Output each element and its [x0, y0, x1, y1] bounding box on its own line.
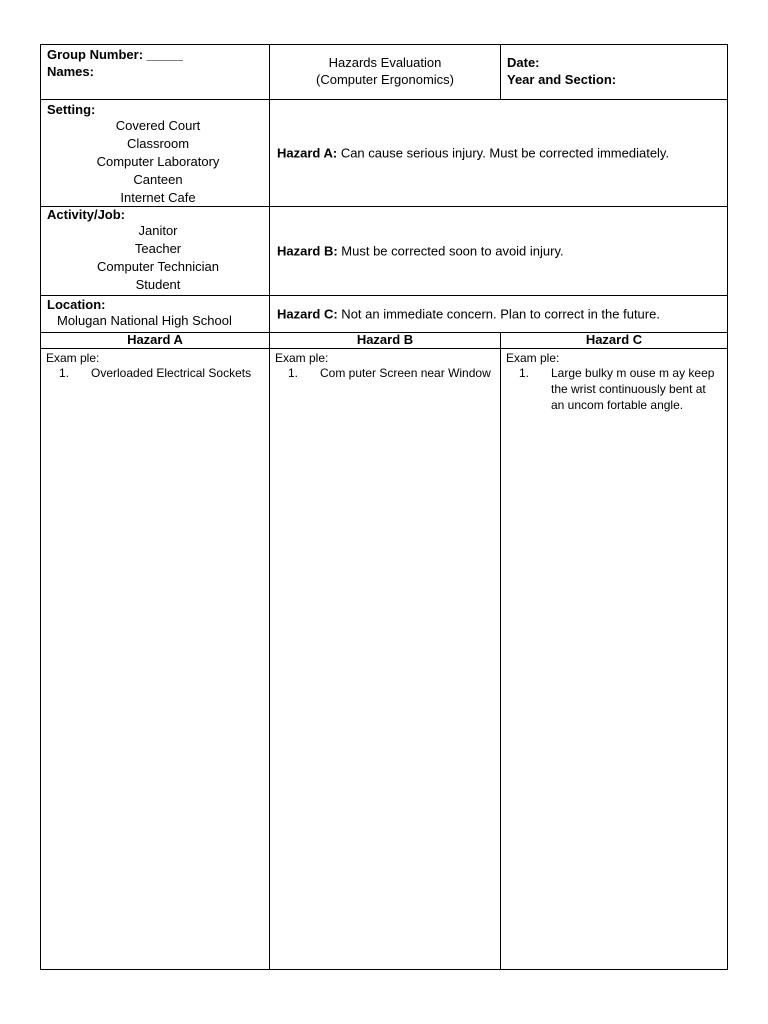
setting-item: Computer Laboratory — [96, 154, 220, 169]
location-cell — [41, 296, 270, 332]
list-item-text: Large bulky m ouse m ay keep the wrist continuously bent at an uncom fortable angle. — [551, 366, 715, 412]
list-item — [501, 365, 727, 413]
setting-row — [41, 100, 727, 207]
location-value: Molugan National High School — [57, 313, 232, 328]
hazard-c-definition-cell — [270, 296, 727, 332]
hazard-a-definition — [277, 145, 723, 162]
setting-list — [47, 117, 269, 207]
activity-item: Janitor — [138, 223, 178, 238]
hazard-a-desc: Can cause serious injury. Must be corrected immediately. — [337, 145, 670, 161]
hazard-b-column[interactable] — [270, 349, 501, 969]
hazard-a-column[interactable] — [41, 349, 270, 969]
activity-item: Computer Technician — [97, 259, 219, 274]
list-item-number: 1. — [519, 366, 530, 380]
setting-item: Classroom — [126, 136, 190, 151]
hazard-b-label: Hazard B: — [277, 243, 338, 259]
list-item — [270, 365, 500, 381]
hazard-c-desc: Not an immediate concern. Plan to correct in the future. — [337, 306, 660, 322]
column-header-row — [41, 333, 727, 349]
column-header-hazard-c: Hazard C — [585, 332, 643, 347]
setting-item: Internet Cafe — [120, 190, 196, 205]
list-item-text: Overloaded Electrical Sockets — [91, 366, 252, 380]
setting-item: Canteen — [133, 172, 183, 187]
form-title: Hazards Evaluation — [328, 55, 442, 70]
list-item-number: 1. — [288, 366, 299, 380]
title-cell — [270, 45, 501, 99]
hazard-b-definition-cell — [270, 207, 727, 295]
activity-cell — [41, 207, 270, 295]
hazard-c-label: Hazard C: — [277, 306, 338, 322]
hazard-b-desc: Must be corrected soon to avoid injury. — [337, 243, 564, 259]
group-names-cell — [41, 45, 270, 99]
location-label: Location: — [47, 297, 106, 312]
hazards-evaluation-form — [40, 44, 728, 970]
location-row — [41, 296, 727, 333]
header-row — [41, 45, 727, 100]
date-section-cell — [501, 45, 727, 99]
activity-list — [47, 222, 269, 294]
activity-item: Student — [135, 277, 181, 292]
example-label: Exam ple: — [275, 351, 329, 365]
activity-label: Activity/Job: — [47, 207, 126, 222]
list-item-text: Com puter Screen near Window — [320, 366, 491, 380]
group-number-label: Group Number: _____ — [47, 47, 183, 62]
setting-cell — [41, 100, 270, 206]
column-header-hazard-a: Hazard A — [41, 333, 270, 348]
activity-row — [41, 207, 727, 296]
setting-item: Covered Court — [115, 118, 201, 133]
hazard-c-column[interactable] — [501, 349, 727, 969]
column-header-hazard-b: Hazard B — [270, 333, 501, 348]
hazard-a-definition-cell — [270, 100, 727, 206]
list-item-number: 1. — [59, 366, 70, 380]
form-subtitle: (Computer Ergonomics) — [316, 72, 454, 87]
list-item — [41, 365, 269, 381]
names-label: Names: — [47, 64, 94, 79]
example-label: Exam ple: — [506, 351, 560, 365]
examples-row — [41, 349, 727, 969]
year-section-label: Year and Section: — [507, 72, 617, 87]
hazard-b-definition — [277, 243, 723, 260]
example-label: Exam ple: — [46, 351, 100, 365]
hazard-c-definition — [277, 306, 723, 323]
hazard-a-label: Hazard A: — [277, 145, 338, 161]
date-label: Date: — [507, 55, 540, 70]
setting-label: Setting: — [47, 102, 96, 117]
activity-item: Teacher — [134, 241, 182, 256]
